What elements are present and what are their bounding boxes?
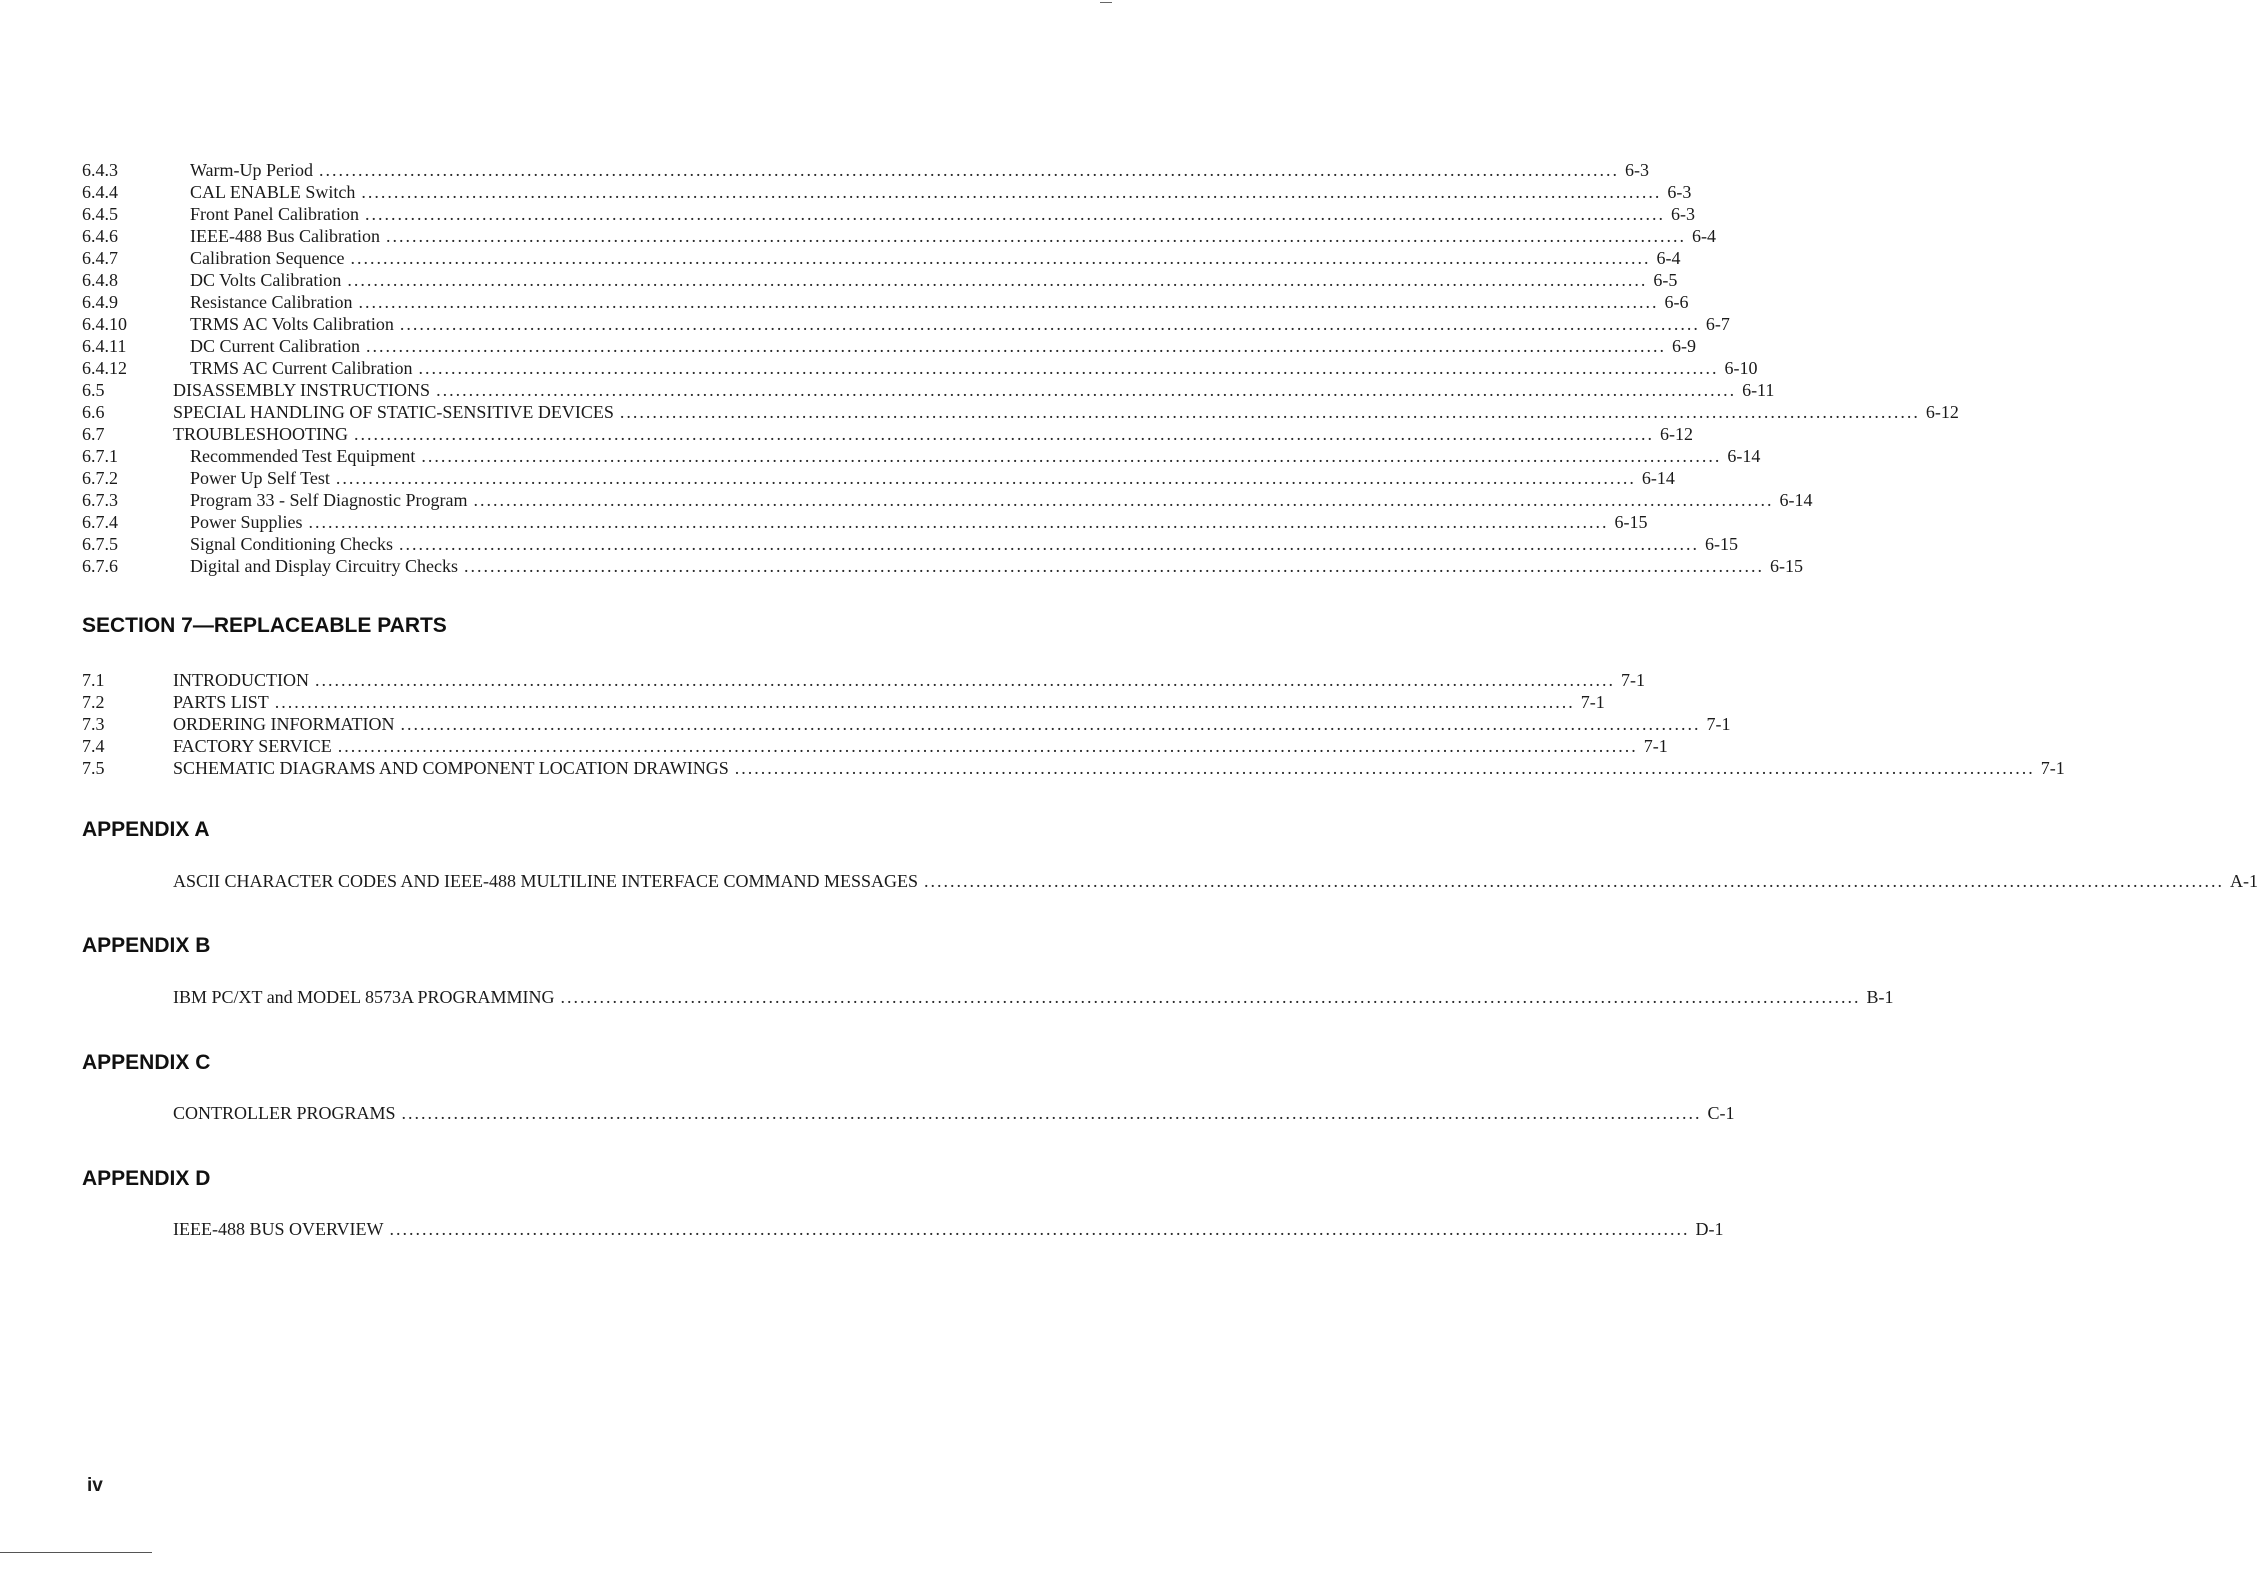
toc-entry-title: Power Supplies <box>190 512 303 532</box>
toc-entry-page: 7-1 <box>1620 670 1645 690</box>
toc-entry[interactable] <box>82 511 1648 533</box>
dot-leader: ........................................................................................................................................................................................................ <box>308 512 1609 532</box>
dot-leader: ........................................................................................................................................................................................................ <box>274 692 1575 712</box>
toc-entry-page: 6-3 <box>1625 160 1650 180</box>
toc-entry[interactable] <box>82 986 1894 1008</box>
toc-entry-number: 6.5 <box>82 380 105 400</box>
toc-entry[interactable] <box>82 467 1675 489</box>
toc-entry-page: D-1 <box>1695 1219 1724 1239</box>
dot-leader: ........................................................................................................................................................................................................ <box>924 871 2225 891</box>
toc-section-6 <box>82 159 1959 577</box>
toc-entry-page: 6-15 <box>1769 556 1803 576</box>
dot-leader: ........................................................................................................................................................................................................ <box>319 160 1620 180</box>
dot-leader: ........................................................................................................................................................................................................ <box>361 182 1662 202</box>
toc-entry-number: 6.4.10 <box>82 314 127 334</box>
toc-entry[interactable] <box>82 691 1605 713</box>
toc-entry-title: INTRODUCTION <box>173 670 309 690</box>
toc-entry[interactable] <box>82 713 1731 735</box>
toc-entry-title: Program 33 - Self Diagnostic Program <box>190 490 468 510</box>
dot-leader: ........................................................................................................................................................................................................ <box>619 402 1920 422</box>
toc-entry[interactable] <box>82 291 1689 313</box>
toc-entry-title: ORDERING INFORMATION <box>173 714 395 734</box>
toc-entry-number: 6.6 <box>82 402 105 422</box>
dot-leader: ........................................................................................................................................................................................................ <box>358 292 1659 312</box>
toc-entry-page: 6-3 <box>1670 204 1695 224</box>
toc-entry[interactable] <box>82 423 1693 445</box>
toc-entry-page: 6-12 <box>1660 424 1693 444</box>
toc-entry-page: B-1 <box>1866 987 1894 1007</box>
toc-entry-page: 7-1 <box>1706 714 1731 734</box>
toc-entry-title: Resistance Calibration <box>190 292 353 312</box>
dot-leader: ........................................................................................................................................................................................................ <box>350 248 1651 268</box>
toc-entry-title: Recommended Test Equipment <box>190 446 416 466</box>
dot-leader: ........................................................................................................................................................................................................ <box>347 270 1648 290</box>
toc-entry[interactable] <box>82 735 1668 757</box>
toc-entry-page: 6-3 <box>1667 182 1692 202</box>
appendix-b-heading: APPENDIX B <box>82 934 211 957</box>
footer-rule <box>0 1552 152 1553</box>
toc-entry[interactable] <box>82 757 2065 779</box>
toc-entry-title: CAL ENABLE Switch <box>190 182 356 202</box>
page-number: iv <box>87 1475 103 1496</box>
toc-entry-title: SPECIAL HANDLING OF STATIC-SENSITIVE DEVICES <box>173 402 614 422</box>
dot-leader: ........................................................................................................................................................................................................ <box>399 314 1700 334</box>
toc-entry-title: Warm-Up Period <box>190 160 314 180</box>
dot-leader: ........................................................................................................................................................................................................ <box>473 490 1774 510</box>
dot-leader: ........................................................................................................................................................................................................ <box>354 424 1654 444</box>
toc-entry-page: 6-14 <box>1727 446 1761 466</box>
toc-entry-title: Digital and Display Circuitry Checks <box>190 556 458 576</box>
toc-entry-page: 6-14 <box>1641 468 1675 488</box>
dot-leader: ........................................................................................................................................................................................................ <box>364 204 1665 224</box>
toc-entry[interactable] <box>82 313 1730 335</box>
toc-entry-page: 6-14 <box>1779 490 1813 510</box>
dot-leader: ........................................................................................................................................................................................................ <box>436 380 1737 400</box>
toc-entry-number: 6.7.4 <box>82 512 118 532</box>
toc-entry-title: TRMS AC Current Calibration <box>190 358 413 378</box>
toc-entry-title: Power Up Self Test <box>190 468 330 488</box>
toc-entry[interactable] <box>82 489 1813 511</box>
toc-entry-number: 6.4.7 <box>82 248 118 268</box>
dot-leader: ........................................................................................................................................................................................................ <box>385 226 1686 246</box>
toc-entry-number: 6.7 <box>82 424 105 444</box>
toc-entry-number: 6.4.5 <box>82 204 118 224</box>
toc-entry-number: 6.7.2 <box>82 468 118 488</box>
toc-entry[interactable] <box>82 181 1692 203</box>
dot-leader: ........................................................................................................................................................................................................ <box>400 714 1701 734</box>
toc-entry-title: Signal Conditioning Checks <box>190 534 394 554</box>
toc-entry-number: 6.4.11 <box>82 336 127 356</box>
toc-entry[interactable] <box>82 669 1645 691</box>
toc-entry[interactable] <box>82 247 1681 269</box>
toc-entry-title: DC Current Calibration <box>190 336 360 356</box>
toc-entry[interactable] <box>82 159 1650 181</box>
toc-entry-number: 6.7.1 <box>82 446 118 466</box>
toc-entry-title: SCHEMATIC DIAGRAMS AND COMPONENT LOCATION DRAWINGS <box>173 758 729 778</box>
toc-entry-title: ASCII CHARACTER CODES AND IEEE-488 MULTILINE INTERFACE COMMAND MESSAGES <box>173 871 919 891</box>
toc-entry-page: 6-15 <box>1705 534 1739 554</box>
toc-entry[interactable] <box>82 379 1775 401</box>
appendix-c-heading: APPENDIX C <box>82 1051 211 1074</box>
toc-entry-title: TRMS AC Volts Calibration <box>190 314 394 334</box>
toc-entry-page: 6-7 <box>1705 314 1730 334</box>
toc-entry-number: 6.7.6 <box>82 556 118 576</box>
toc-entry-title: DISASSEMBLY INSTRUCTIONS <box>173 380 431 400</box>
toc-entry-page: 6-4 <box>1656 248 1681 268</box>
toc-entry[interactable] <box>82 269 1678 291</box>
toc-entry-number: 6.4.6 <box>82 226 118 246</box>
toc-entry-title: CONTROLLER PROGRAMS <box>173 1103 396 1123</box>
toc-entry[interactable] <box>82 445 1761 467</box>
section-7-heading: SECTION 7—REPLACEABLE PARTS <box>82 614 447 637</box>
dot-leader: ........................................................................................................................................................................................................ <box>418 358 1719 378</box>
toc-entry[interactable] <box>82 555 1803 577</box>
toc-entry-number: 6.4.8 <box>82 270 118 290</box>
dot-leader: ........................................................................................................................................................................................................ <box>337 736 1638 756</box>
scan-mark <box>1100 2 1112 3</box>
dot-leader: ........................................................................................................................................................................................................ <box>314 670 1615 690</box>
toc-entry[interactable] <box>82 1218 1724 1240</box>
toc-entry[interactable] <box>82 203 1695 225</box>
toc-appendix-d <box>82 1218 1724 1240</box>
toc-entry-number: 6.4.9 <box>82 292 118 312</box>
dot-leader: ........................................................................................................................................................................................................ <box>401 1103 1702 1123</box>
toc-entry-page: 7-1 <box>1643 736 1668 756</box>
appendix-d-heading: APPENDIX D <box>82 1167 211 1190</box>
toc-entry-title: FACTORY SERVICE <box>173 736 332 756</box>
toc-entry[interactable] <box>82 870 2258 892</box>
dot-leader: ........................................................................................................................................................................................................ <box>335 468 1636 488</box>
toc-entry-title: Calibration Sequence <box>190 248 345 268</box>
toc-entry-number: 7.3 <box>82 714 105 734</box>
dot-leader: ........................................................................................................................................................................................................ <box>389 1219 1690 1239</box>
toc-entry[interactable] <box>82 401 1959 423</box>
toc-entry-number: 6.4.4 <box>82 182 118 202</box>
toc-entry-title: Front Panel Calibration <box>190 204 359 224</box>
toc-entry-title: IEEE-488 Bus Calibration <box>190 226 380 246</box>
toc-entry-number: 6.7.5 <box>82 534 118 554</box>
toc-entry-title: TROUBLESHOOTING <box>173 424 348 444</box>
toc-entry-title: IBM PC/XT and MODEL 8573A PROGRAMMING <box>173 987 555 1007</box>
toc-appendix-a <box>82 870 2258 892</box>
toc-entry-page: 6-15 <box>1614 512 1648 532</box>
toc-appendix-c <box>82 1102 1735 1124</box>
toc-entry-number: 6.7.3 <box>82 490 118 510</box>
toc-entry-page: 6-4 <box>1691 226 1716 246</box>
toc-entry[interactable] <box>82 1102 1735 1124</box>
toc-appendix-b <box>82 986 1894 1008</box>
dot-leader: ........................................................................................................................................................................................................ <box>560 987 1861 1007</box>
toc-entry-title: PARTS LIST <box>173 692 269 712</box>
toc-entry[interactable] <box>82 357 1758 379</box>
dot-leader: ........................................................................................................................................................................................................ <box>365 336 1666 356</box>
appendix-a-heading: APPENDIX A <box>82 818 210 841</box>
toc-entry-page: 7-1 <box>1580 692 1605 712</box>
dot-leader: ........................................................................................................................................................................................................ <box>399 534 1700 554</box>
toc-entry-number: 7.4 <box>82 736 105 756</box>
toc-section-7 <box>82 669 2065 779</box>
toc-entry-number: 7.1 <box>82 670 105 690</box>
toc-entry-page: 6-5 <box>1653 270 1678 290</box>
toc-entry-page: 7-1 <box>2040 758 2065 778</box>
toc-entry-page: A-1 <box>2230 871 2258 891</box>
dot-leader: ........................................................................................................................................................................................................ <box>734 758 2035 778</box>
toc-entry[interactable] <box>82 533 1739 555</box>
toc-entry-number: 7.5 <box>82 758 105 778</box>
toc-entry-number: 6.4.12 <box>82 358 127 378</box>
toc-entry-number: 7.2 <box>82 692 105 712</box>
toc-entry[interactable] <box>82 335 1696 357</box>
toc-entry-number: 6.4.3 <box>82 160 118 180</box>
dot-leader: ........................................................................................................................................................................................................ <box>421 446 1722 466</box>
toc-entry-title: IEEE-488 BUS OVERVIEW <box>173 1219 384 1239</box>
toc-entry-page: C-1 <box>1707 1103 1735 1123</box>
toc-entry-page: 6-6 <box>1664 292 1689 312</box>
dot-leader: ........................................................................................................................................................................................................ <box>463 556 1764 576</box>
toc-entry-page: 6-11 <box>1742 380 1775 400</box>
toc-entry-page: 6-12 <box>1925 402 1959 422</box>
toc-entry-page: 6-9 <box>1671 336 1696 356</box>
toc-entry-title: DC Volts Calibration <box>190 270 342 290</box>
toc-entry[interactable] <box>82 225 1716 247</box>
toc-entry-page: 6-10 <box>1724 358 1758 378</box>
